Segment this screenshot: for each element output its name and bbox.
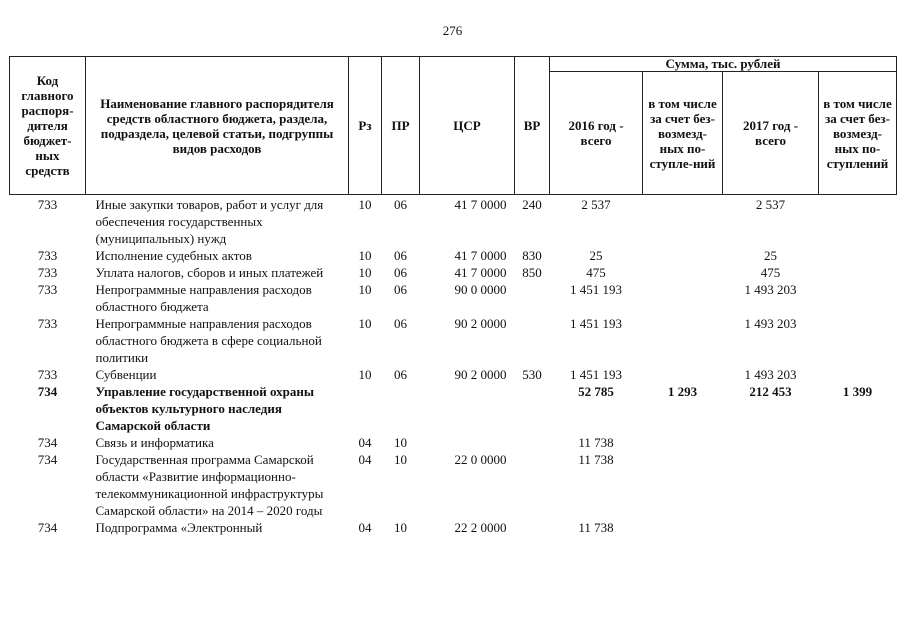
- cell-2017-free: [819, 247, 897, 264]
- cell-2016-total: 11 738: [578, 520, 614, 535]
- cell-2017-total: 2 537: [755, 197, 786, 212]
- cell-name: Иные закупки товаров, работ и услуг для обеспечения государственных (муниципальных) нужд: [95, 197, 324, 246]
- cell-rz: 10: [358, 316, 372, 331]
- cell-code: 734: [37, 435, 58, 450]
- cell-2017-total: 1 493 203: [744, 367, 797, 382]
- cell-2016-total: 475: [586, 265, 606, 280]
- budget-table: [9, 56, 897, 536]
- header-2016-free: в том числе за счет без-возмезд-ных по-ступле-ний: [643, 72, 723, 195]
- cell-2017-total: 475: [760, 265, 781, 280]
- table-row: [10, 434, 897, 451]
- table-body: [10, 195, 897, 537]
- cell-rz: [349, 383, 382, 434]
- cell-2016-free: [643, 451, 723, 519]
- cell-pr: 06: [394, 282, 407, 297]
- cell-2017-free: [819, 451, 897, 519]
- cell-2017-total: 25: [764, 248, 777, 263]
- cell-code: 733: [37, 367, 58, 382]
- cell-vr: 830: [522, 248, 542, 263]
- cell-name: Связь и информатика: [95, 435, 214, 450]
- cell-2016-free: [643, 281, 723, 315]
- cell-rz: 10: [358, 197, 372, 212]
- cell-csr: 90 2 0000: [454, 367, 507, 382]
- cell-2017-free: 1 399: [842, 384, 873, 399]
- cell-2016-total: 1 451 193: [570, 367, 622, 382]
- cell-2017-total: [723, 451, 819, 519]
- table-row: [10, 264, 897, 281]
- cell-name: Непрограммные направления расходов областного бюджета: [95, 282, 312, 314]
- cell-2016-total: 11 738: [578, 435, 614, 450]
- cell-2016-free: [643, 434, 723, 451]
- cell-2016-total: 1 451 193: [570, 316, 622, 331]
- cell-rz: 04: [358, 452, 372, 467]
- cell-2017-free: [819, 434, 897, 451]
- cell-code: 733: [37, 265, 58, 280]
- table-row: [10, 315, 897, 366]
- cell-csr: 41 7 0000: [454, 248, 507, 263]
- cell-name: Государственная программа Самарской области «Развитие информационно-телекоммуникационной инфраструктуры Самарской области» на 2014 – 2020 годы: [95, 452, 324, 518]
- cell-vr: [515, 451, 550, 519]
- cell-vr: 850: [522, 265, 542, 280]
- cell-vr: [515, 383, 550, 434]
- cell-2017-free: [819, 315, 897, 366]
- table-header: [10, 57, 897, 195]
- header-code: Код главного распоря-дителя бюджет-ных средств: [10, 57, 86, 195]
- cell-pr: 06: [394, 248, 407, 263]
- cell-code: 734: [37, 520, 58, 535]
- cell-pr: 06: [394, 197, 407, 212]
- cell-csr: 22 2 0000: [454, 520, 507, 535]
- cell-2016-free: [643, 519, 723, 536]
- cell-csr: 41 7 0000: [454, 197, 507, 212]
- cell-2017-free: [819, 264, 897, 281]
- cell-2017-total: 1 493 203: [744, 282, 797, 297]
- cell-csr: 90 0 0000: [454, 282, 507, 297]
- header-2016-total: 2016 год - всего: [550, 72, 643, 195]
- cell-2016-free: [643, 195, 723, 248]
- cell-pr: 06: [394, 265, 407, 280]
- cell-csr: [420, 434, 515, 451]
- cell-pr: 10: [394, 435, 407, 450]
- header-2017-total: 2017 год - всего: [723, 72, 819, 195]
- cell-name: Подпрограмма «Электронный: [95, 520, 263, 535]
- cell-2017-free: [819, 281, 897, 315]
- cell-vr: [515, 281, 550, 315]
- cell-2017-total: 1 493 203: [744, 316, 797, 331]
- cell-code: 734: [37, 452, 58, 467]
- table-row: [10, 195, 897, 248]
- cell-2016-total: 11 738: [578, 452, 614, 467]
- header-name: Наименование главного распорядителя средств областного бюджета, раздела, подраздела, целевой статьи, подгруппы видов расходов: [86, 57, 349, 195]
- header-csr: ЦСР: [420, 57, 515, 195]
- cell-2016-total: 2 537: [581, 197, 611, 212]
- cell-name: Уплата налогов, сборов и иных платежей: [95, 265, 324, 280]
- cell-name: Управление государственной охраны объектов культурного наследия Самарской области: [95, 384, 314, 433]
- cell-rz: 10: [358, 265, 372, 280]
- cell-rz: 10: [358, 248, 372, 263]
- table-row: [10, 247, 897, 264]
- cell-2017-total: [723, 434, 819, 451]
- cell-csr: [420, 383, 515, 434]
- cell-pr: 10: [394, 520, 407, 535]
- table-row: [10, 281, 897, 315]
- cell-2017-free: [819, 195, 897, 248]
- cell-2016-free: [643, 315, 723, 366]
- cell-vr: 530: [522, 367, 542, 382]
- cell-vr: [515, 434, 550, 451]
- cell-rz: 10: [358, 367, 372, 382]
- cell-name: Непрограммные направления расходов областного бюджета в сфере социальной политики: [95, 316, 322, 365]
- cell-2016-free: 1 293: [667, 384, 698, 399]
- cell-pr: 10: [394, 452, 407, 467]
- cell-code: 733: [37, 197, 58, 212]
- header-pr: ПР: [382, 57, 420, 195]
- cell-pr: [382, 383, 420, 434]
- cell-2016-free: [643, 264, 723, 281]
- header-rz: Рз: [349, 57, 382, 195]
- table-row: [10, 519, 897, 536]
- cell-2017-free: [819, 366, 897, 383]
- cell-pr: 06: [394, 367, 407, 382]
- page-number: 276: [442, 23, 463, 38]
- cell-2017-free: [819, 519, 897, 536]
- cell-2016-total: 52 785: [578, 384, 614, 399]
- cell-2016-free: [643, 247, 723, 264]
- cell-2016-total: 1 451 193: [570, 282, 622, 297]
- table-row: [10, 383, 897, 434]
- cell-pr: 06: [394, 316, 407, 331]
- cell-code: 734: [37, 384, 58, 399]
- cell-vr: [515, 315, 550, 366]
- cell-name: Субвенции: [95, 367, 157, 382]
- header-2017-free: в том числе за счет без-возмезд-ных по-ступлений: [819, 72, 897, 195]
- cell-code: 733: [37, 248, 58, 263]
- cell-csr: 90 2 0000: [454, 316, 507, 331]
- cell-rz: 04: [358, 435, 372, 450]
- cell-code: 733: [37, 316, 58, 331]
- cell-csr: 22 0 0000: [454, 452, 507, 467]
- cell-rz: 04: [358, 520, 372, 535]
- cell-2016-free: [643, 366, 723, 383]
- cell-2017-total: 212 453: [749, 384, 792, 399]
- cell-2017-total: [723, 519, 819, 536]
- cell-code: 733: [37, 282, 58, 297]
- table-row: [10, 366, 897, 383]
- table-row: [10, 451, 897, 519]
- header-vr: ВР: [515, 57, 550, 195]
- cell-rz: 10: [358, 282, 372, 297]
- cell-csr: 41 7 0000: [454, 265, 507, 280]
- header-sum-group: Сумма, тыс. рублей: [550, 57, 897, 72]
- cell-name: Исполнение судебных актов: [95, 248, 252, 263]
- cell-vr: 240: [522, 197, 542, 212]
- cell-vr: [515, 519, 550, 536]
- cell-2016-total: 25: [589, 248, 603, 263]
